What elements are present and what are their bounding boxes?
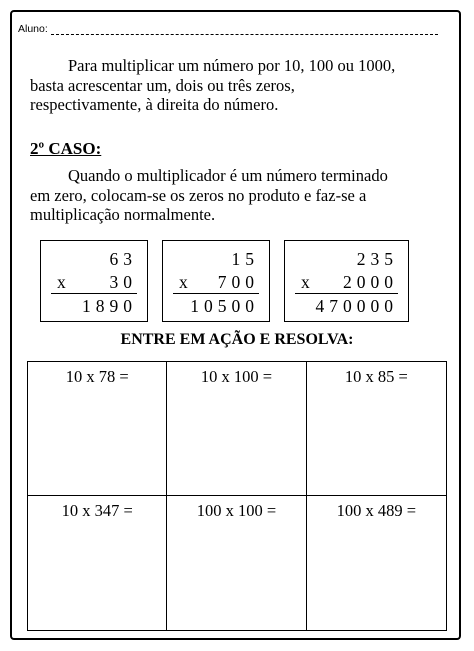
example-3-product: 470000 (315, 296, 398, 316)
example-2-multiplier: 700 (217, 272, 259, 292)
exercise-cell[interactable]: 10 x 85 = (307, 362, 446, 496)
intro-line-3: respectivamente, à direita do número. (30, 95, 279, 114)
case-2-paragraph (30, 166, 442, 225)
example-3-multiplier-row (285, 271, 408, 293)
exercise-cell[interactable]: 100 x 489 = (336, 501, 417, 520)
example-1-result-line (51, 293, 137, 294)
example-box-1 (40, 240, 148, 322)
example-3-multiplicand: 235 (356, 249, 398, 269)
exercise-grid (27, 361, 447, 631)
exercise-cell[interactable]: 10 x 78 = (28, 362, 167, 496)
example-1-multiplier-row (41, 271, 147, 293)
example-box-3 (284, 240, 409, 322)
example-2-multiplicand: 15 (231, 249, 259, 269)
example-1-multiplicand: 63 (109, 249, 137, 269)
example-3-operator: x (301, 272, 315, 292)
case-2-title: 2º CASO: (30, 139, 102, 158)
exercise-heading: ENTRE EM AÇÃO E RESOLVA: (120, 331, 354, 348)
student-name-blank[interactable] (51, 25, 438, 35)
example-2-multiplier-row (163, 271, 269, 293)
example-1-operator: x (57, 272, 71, 292)
example-2-product: 10500 (190, 296, 259, 316)
example-2-operator: x (179, 272, 193, 292)
intro-paragraph (30, 56, 442, 115)
example-3-result-line (295, 293, 398, 294)
student-label: Aluno: (18, 23, 48, 35)
example-1-multiplier: 30 (109, 272, 137, 292)
example-3-multiplier: 2000 (343, 272, 398, 292)
example-box-2 (162, 240, 270, 322)
example-2-result-line (173, 293, 259, 294)
intro-line-1: Para multiplicar um número por 10, 100 ou 1000, (68, 56, 396, 75)
intro-line-2: basta acrescentar um, dois ou três zeros, (30, 75, 295, 95)
student-name-line (18, 23, 438, 35)
case-2-line-1: Quando o multiplicador é um número terminado (68, 166, 388, 185)
exercise-cell[interactable]: 10 x 100 = (167, 362, 306, 496)
case-2-line-3: multiplicação normalmente. (30, 205, 216, 224)
exercise-cell[interactable]: 10 x 347 = (28, 496, 167, 630)
exercise-cell[interactable]: 100 x 100 = (167, 496, 306, 630)
case-2-line-2: em zero, colocam-se os zeros no produto e faz-se a (30, 185, 367, 205)
example-1-product: 1890 (82, 296, 137, 316)
